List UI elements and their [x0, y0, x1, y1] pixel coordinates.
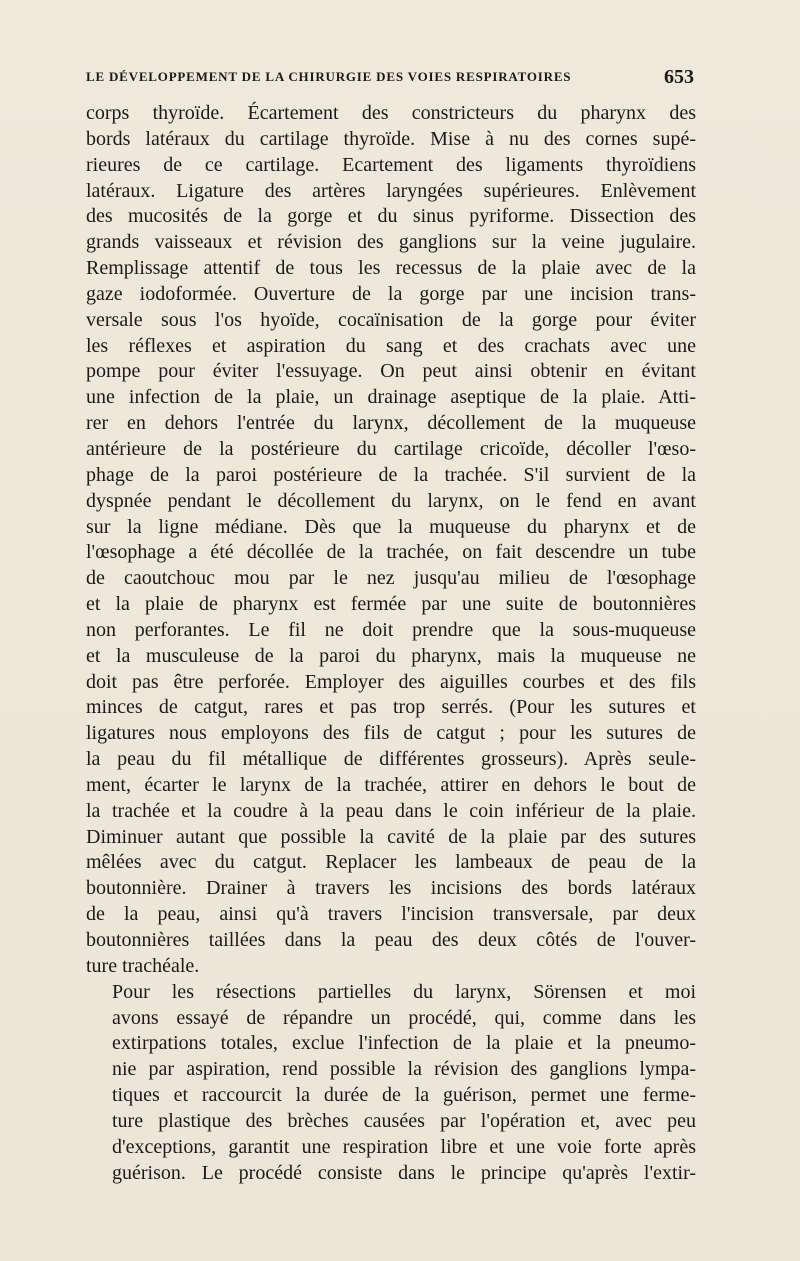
- text-line: latéraux. Ligature des artères laryngées supérieures. Enlèvement: [86, 179, 696, 202]
- text-line: minces de catgut, rares et pas trop serrés. (Pour les sutures et: [86, 696, 696, 719]
- text-line: sur la ligne médiane. Dès que la muqueuse du pharynx et de: [86, 515, 696, 538]
- text-line: et la musculeuse de la paroi du pharynx, mais la muqueuse ne: [86, 644, 696, 667]
- text-line: gaze iodoformée. Ouverture de la gorge par une incision trans-: [86, 282, 696, 305]
- text-line: corps thyroïde. Écartement des constricteurs du pharynx des: [86, 102, 696, 124]
- text-line: avons essayé de répandre un procédé, qui, comme dans les: [112, 1006, 696, 1029]
- text-line: et la plaie de pharynx est fermée par une suite de boutonnières: [86, 593, 696, 616]
- text-line: de la peau, ainsi qu'à travers l'incision transversale, par deux: [86, 903, 696, 926]
- text-line: d'exceptions, garantit une respiration libre et une voie forte après: [112, 1135, 696, 1158]
- text-line: Pour les résections partielles du larynx, Sörensen et moi: [112, 980, 696, 1003]
- text-line: dyspnée pendant le décollement du larynx, on le fend en avant: [86, 489, 696, 512]
- text-line: la trachée et la coudre à la peau dans le coin inférieur de la plaie.: [86, 799, 696, 822]
- paragraph: [86, 101, 696, 980]
- paragraph: [86, 980, 696, 1187]
- text-line: de caoutchouc mou par le nez jusqu'au milieu de l'œsophage: [86, 567, 696, 590]
- text-line: une infection de la plaie, un drainage aseptique de la plaie. Atti-: [86, 386, 696, 409]
- text-line: ture plastique des brèches causées par l'opération et, avec peu: [112, 1109, 696, 1132]
- text-line: la peau du fil métallique de différentes grosseurs). Après seule-: [86, 748, 696, 771]
- text-line: boutonnière. Drainer à travers les incisions des bords latéraux: [86, 877, 696, 900]
- text-line: guérison. Le procédé consiste dans le principe qu'après l'extir-: [112, 1161, 696, 1184]
- text-line: nie par aspiration, rend possible la révision des ganglions lympa-: [112, 1058, 696, 1081]
- text-line: ment, écarter le larynx de la trachée, attirer en dehors le bout de: [86, 773, 696, 796]
- text-line: grands vaisseaux et révision des ganglions sur la veine jugulaire.: [86, 231, 696, 254]
- text-line: Remplissage attentif de tous les recessus de la plaie avec de la: [86, 257, 696, 280]
- text-line: ture trachéale.: [86, 954, 200, 977]
- text-line: des mucosités de la gorge et du sinus pyriforme. Dissection des: [86, 205, 696, 228]
- text-line: ligatures nous employons des fils de catgut ; pour les sutures de: [86, 722, 696, 745]
- text-line: l'œsophage a été décollée de la trachée, on fait descendre un tube: [86, 541, 696, 564]
- text-line: phage de la paroi postérieure de la trachée. S'il survient de la: [86, 463, 696, 486]
- text-line: tiques et raccourcit la durée de la guérison, permet une ferme-: [112, 1084, 696, 1107]
- page-header: [86, 60, 694, 94]
- text-line: boutonnières taillées dans la peau des deux côtés de l'ouver-: [86, 929, 696, 951]
- text-line: pompe pour éviter l'essuyage. On peut ainsi obtenir en évitant: [86, 360, 696, 383]
- text-line: doit pas être perforée. Employer des aiguilles courbes et des fils: [86, 670, 696, 693]
- body-text: [86, 101, 696, 1186]
- page-number: 653: [664, 65, 694, 88]
- text-line: bords latéraux du cartilage thyroïde. Mise à nu des cornes supé-: [86, 127, 696, 150]
- text-line: non perforantes. Le fil ne doit prendre que la sous-muqueuse: [86, 618, 696, 641]
- text-line: rer en dehors l'entrée du larynx, décollement de la muqueuse: [86, 412, 696, 435]
- text-line: extirpations totales, exclue l'infection de la plaie et la pneumo-: [112, 1032, 696, 1055]
- text-line: rieures de ce cartilage. Ecartement des ligaments thyroïdiens: [86, 153, 696, 176]
- text-line: versale sous l'os hyoïde, cocaïnisation de la gorge pour éviter: [86, 308, 696, 331]
- text-line: Diminuer autant que possible la cavité de la plaie par des sutures: [86, 825, 696, 848]
- text-line: les réflexes et aspiration du sang et des crachats avec une: [86, 334, 696, 357]
- text-line: mêlées avec du catgut. Replacer les lambeaux de peau de la: [86, 851, 696, 874]
- text-line: antérieure de la postérieure du cartilage cricoïde, décoller l'œso-: [86, 437, 696, 460]
- running-title: LE DÉVELOPPEMENT DE LA CHIRURGIE DES VOIES RESPIRATOIRES: [86, 69, 572, 84]
